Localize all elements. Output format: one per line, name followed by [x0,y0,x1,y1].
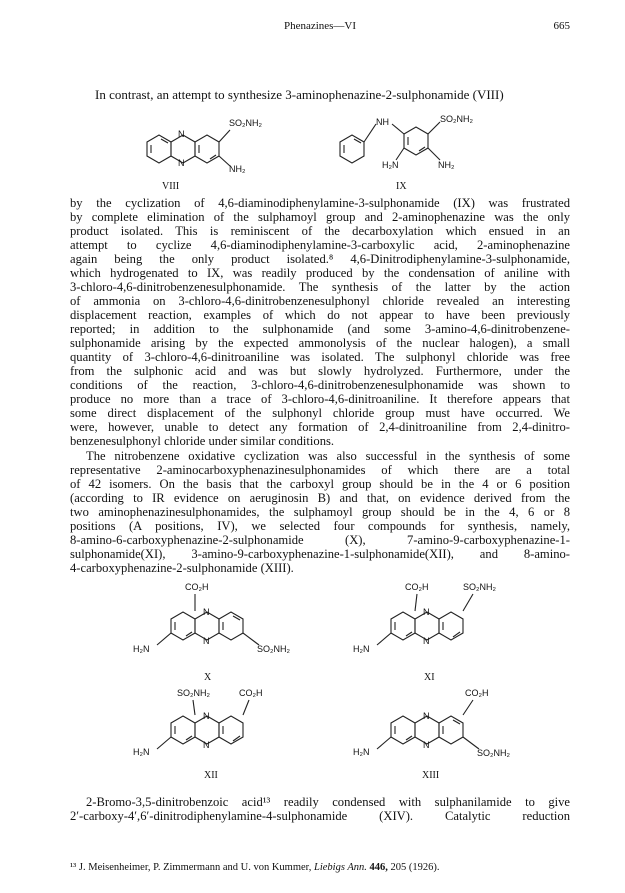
label-n-top: N [423,607,430,617]
para2-line: of 42 isomers. On the basis that the carboxyl group should be in the 4 or 6 position [70,477,570,491]
structure-xiii [345,680,545,770]
para1-line: reported; in addition to the sulphonamide (and some 3-amino-4,6-dinitrobenzene- [70,322,570,336]
compound-label-xii: XII [204,770,218,781]
para2-line: representative 2-aminocarboxyphenazinesulphonamides of which there are a total [70,463,570,477]
label-n-bottom: N [178,158,185,168]
para2-line: 8-amino-6-carboxyphenazine-2-sulphonamide (X), 7-amino-9-carboxyphenazine-1- [70,533,570,547]
label-amino: NH₂ [229,164,246,174]
label-n-bottom: N [203,740,210,750]
label-amino: H₂N [133,747,150,757]
para1-line: sulphonamide arising by the expected ammonolysis of the nuclear halogen), a small [70,336,570,350]
para1-line-last: benzenesulphonyl chloride under similar conditions. [70,434,335,448]
page-number: 665 [553,20,570,32]
para1-line: attempt to cyclize 4,6-diaminodiphenylamine-3-carboxylic acid, 2-aminophenazine [70,238,570,252]
compound-label-viii: VIII [162,181,180,192]
label-amino-left: H₂N [382,160,399,170]
para2-line: two aminophenazinesulphonamides, the sulphamoyl group should be in the 4, 6 or 8 [70,505,570,519]
label-n-top: N [178,129,185,139]
compound-label-x: X [204,672,212,683]
footnote-authors: J. Meisenheimer, P. Zimmermann and U. von Kummer, [78,862,312,873]
para1-line: 3-chloro-4,6-dinitrobenzenesulphonamide. The synthesis of the latter by the action [70,280,570,294]
label-n-top: N [423,711,430,721]
para1-line: produce no more than a trace of 3-chloro-4,6-dinitroaniline. It therefore appears that [70,392,570,406]
para1-line: by the cyclization of 4,6-diaminodiphenylamine-3-sulphonamide (IX) was frustrated [70,196,570,210]
label-nh: NH [376,117,389,127]
label-n-top: N [203,711,210,721]
para1-line: quantity of 3-chloro-4,6-dinitroaniline was isolated. The sulphonyl chloride was free [70,350,570,364]
structure-ix [330,108,500,183]
structure-xiii-drawing [345,680,545,770]
label-sulphonamide: SO₂NH₂ [477,748,510,758]
structure-xii-drawing [125,680,315,770]
label-n-bottom: N [423,740,430,750]
structure-viii-drawing [135,110,285,180]
structure-xi-drawing [345,578,535,673]
compound-label-ix: IX [396,181,407,192]
intro-sentence: In contrast, an attempt to synthesize 3-aminophenazine-2-sulphonamide (VIII) [95,87,504,102]
structure-x-drawing [125,578,315,673]
para2-line: positions (A positions, IV), we selected four compounds for synthesis, namely, [70,519,570,533]
para1-line: some direct displacement of the sulphonyl chloride group must have occurred. We [70,406,570,420]
para1-line: conditions of the reaction, 3-chloro-4,6-dinitrobenzenesulphonamide was shown to [70,378,570,392]
para3-line: 2-Bromo-3,5-dinitrobenzoic acid¹³ readily condensed with sulphanilamide to give [86,795,570,809]
label-amino: H₂N [353,747,370,757]
para1-line: which hydrogenated to IX, was readily produced by the condensation of aniline with [70,266,570,280]
label-n-bottom: N [203,636,210,646]
structure-ix-drawing [330,108,500,183]
para2-line: The nitrobenzene oxidative cyclization was also successful in the synthesis of some [86,449,570,463]
label-carboxyl: CO₂H [405,582,429,592]
para1-line: from the sulphonic acid and was but slowly hydrolyzed. Furthermore, under the [70,364,570,378]
para2-line: sulphonamide(XI), 3-amino-9-carboxyphenazine-1-sulphonamide(XII), and 8-amino- [70,547,570,561]
para2-line: (according to IR evidence on aeruginosin B) and that, on evidence derived from the [70,491,570,505]
footnote-volume: 446, [369,862,388,873]
structure-xi [345,578,535,673]
para1-line: were, however, unable to detect any formation of 2,4-dinitroaniline from 2,4-dinitro- [70,420,570,434]
structure-x [125,578,315,673]
para1-line: displacement reaction, examples of which do not appear to have been previously [70,308,570,322]
label-sulphonamide: SO₂NH₂ [177,688,210,698]
structure-viii [135,110,285,180]
running-title: Phenazines—VI [283,20,357,32]
label-sulphonamide: SO₂NH₂ [257,644,290,654]
label-carboxyl: CO₂H [239,688,263,698]
para1-line: product isolated. This is reminiscent of the decarboxylation which ensued in an [70,224,570,238]
footnote-pages: 205 (1926). [390,862,440,873]
label-carboxyl: CO₂H [185,582,209,592]
label-n-bottom: N [423,636,430,646]
footnote-journal: Liebigs Ann. [314,862,367,873]
para1-line: again being the only product isolated.⁸ 4,6-Dinitrodiphenylamine-3-sulphonamide, [70,252,570,266]
para1-line: of ammonia on 3-chloro-4,6-dinitrobenzenesulphonyl chloride revealed an interesting [70,294,570,308]
label-sulphonamide: SO₂NH₂ [440,114,473,124]
label-amino: H₂N [133,644,150,654]
label-sulphonamide: SO₂NH₂ [229,118,262,128]
para3-line: 2′-carboxy-4′,6′-dinitrodiphenylamine-4-sulphonamide (XIV). Catalytic reduction [70,809,570,823]
label-sulphonamide: SO₂NH₂ [463,582,496,592]
label-amino-right: NH₂ [438,160,455,170]
para2-line-last: 4-carboxyphenazine-2-sulphonamide (XIII). [70,561,294,575]
label-amino: H₂N [353,644,370,654]
footnote [70,862,570,873]
footnote-marker: ¹³ [70,862,77,873]
para1-line: by complete elimination of the sulphamoyl group and 2-aminophenazine was the only [70,210,570,224]
compound-label-xi: XI [424,672,435,683]
structure-xii [125,680,315,770]
compound-label-xiii: XIII [422,770,440,781]
label-n-top: N [203,607,210,617]
running-header [70,20,570,36]
label-carboxyl: CO₂H [465,688,489,698]
